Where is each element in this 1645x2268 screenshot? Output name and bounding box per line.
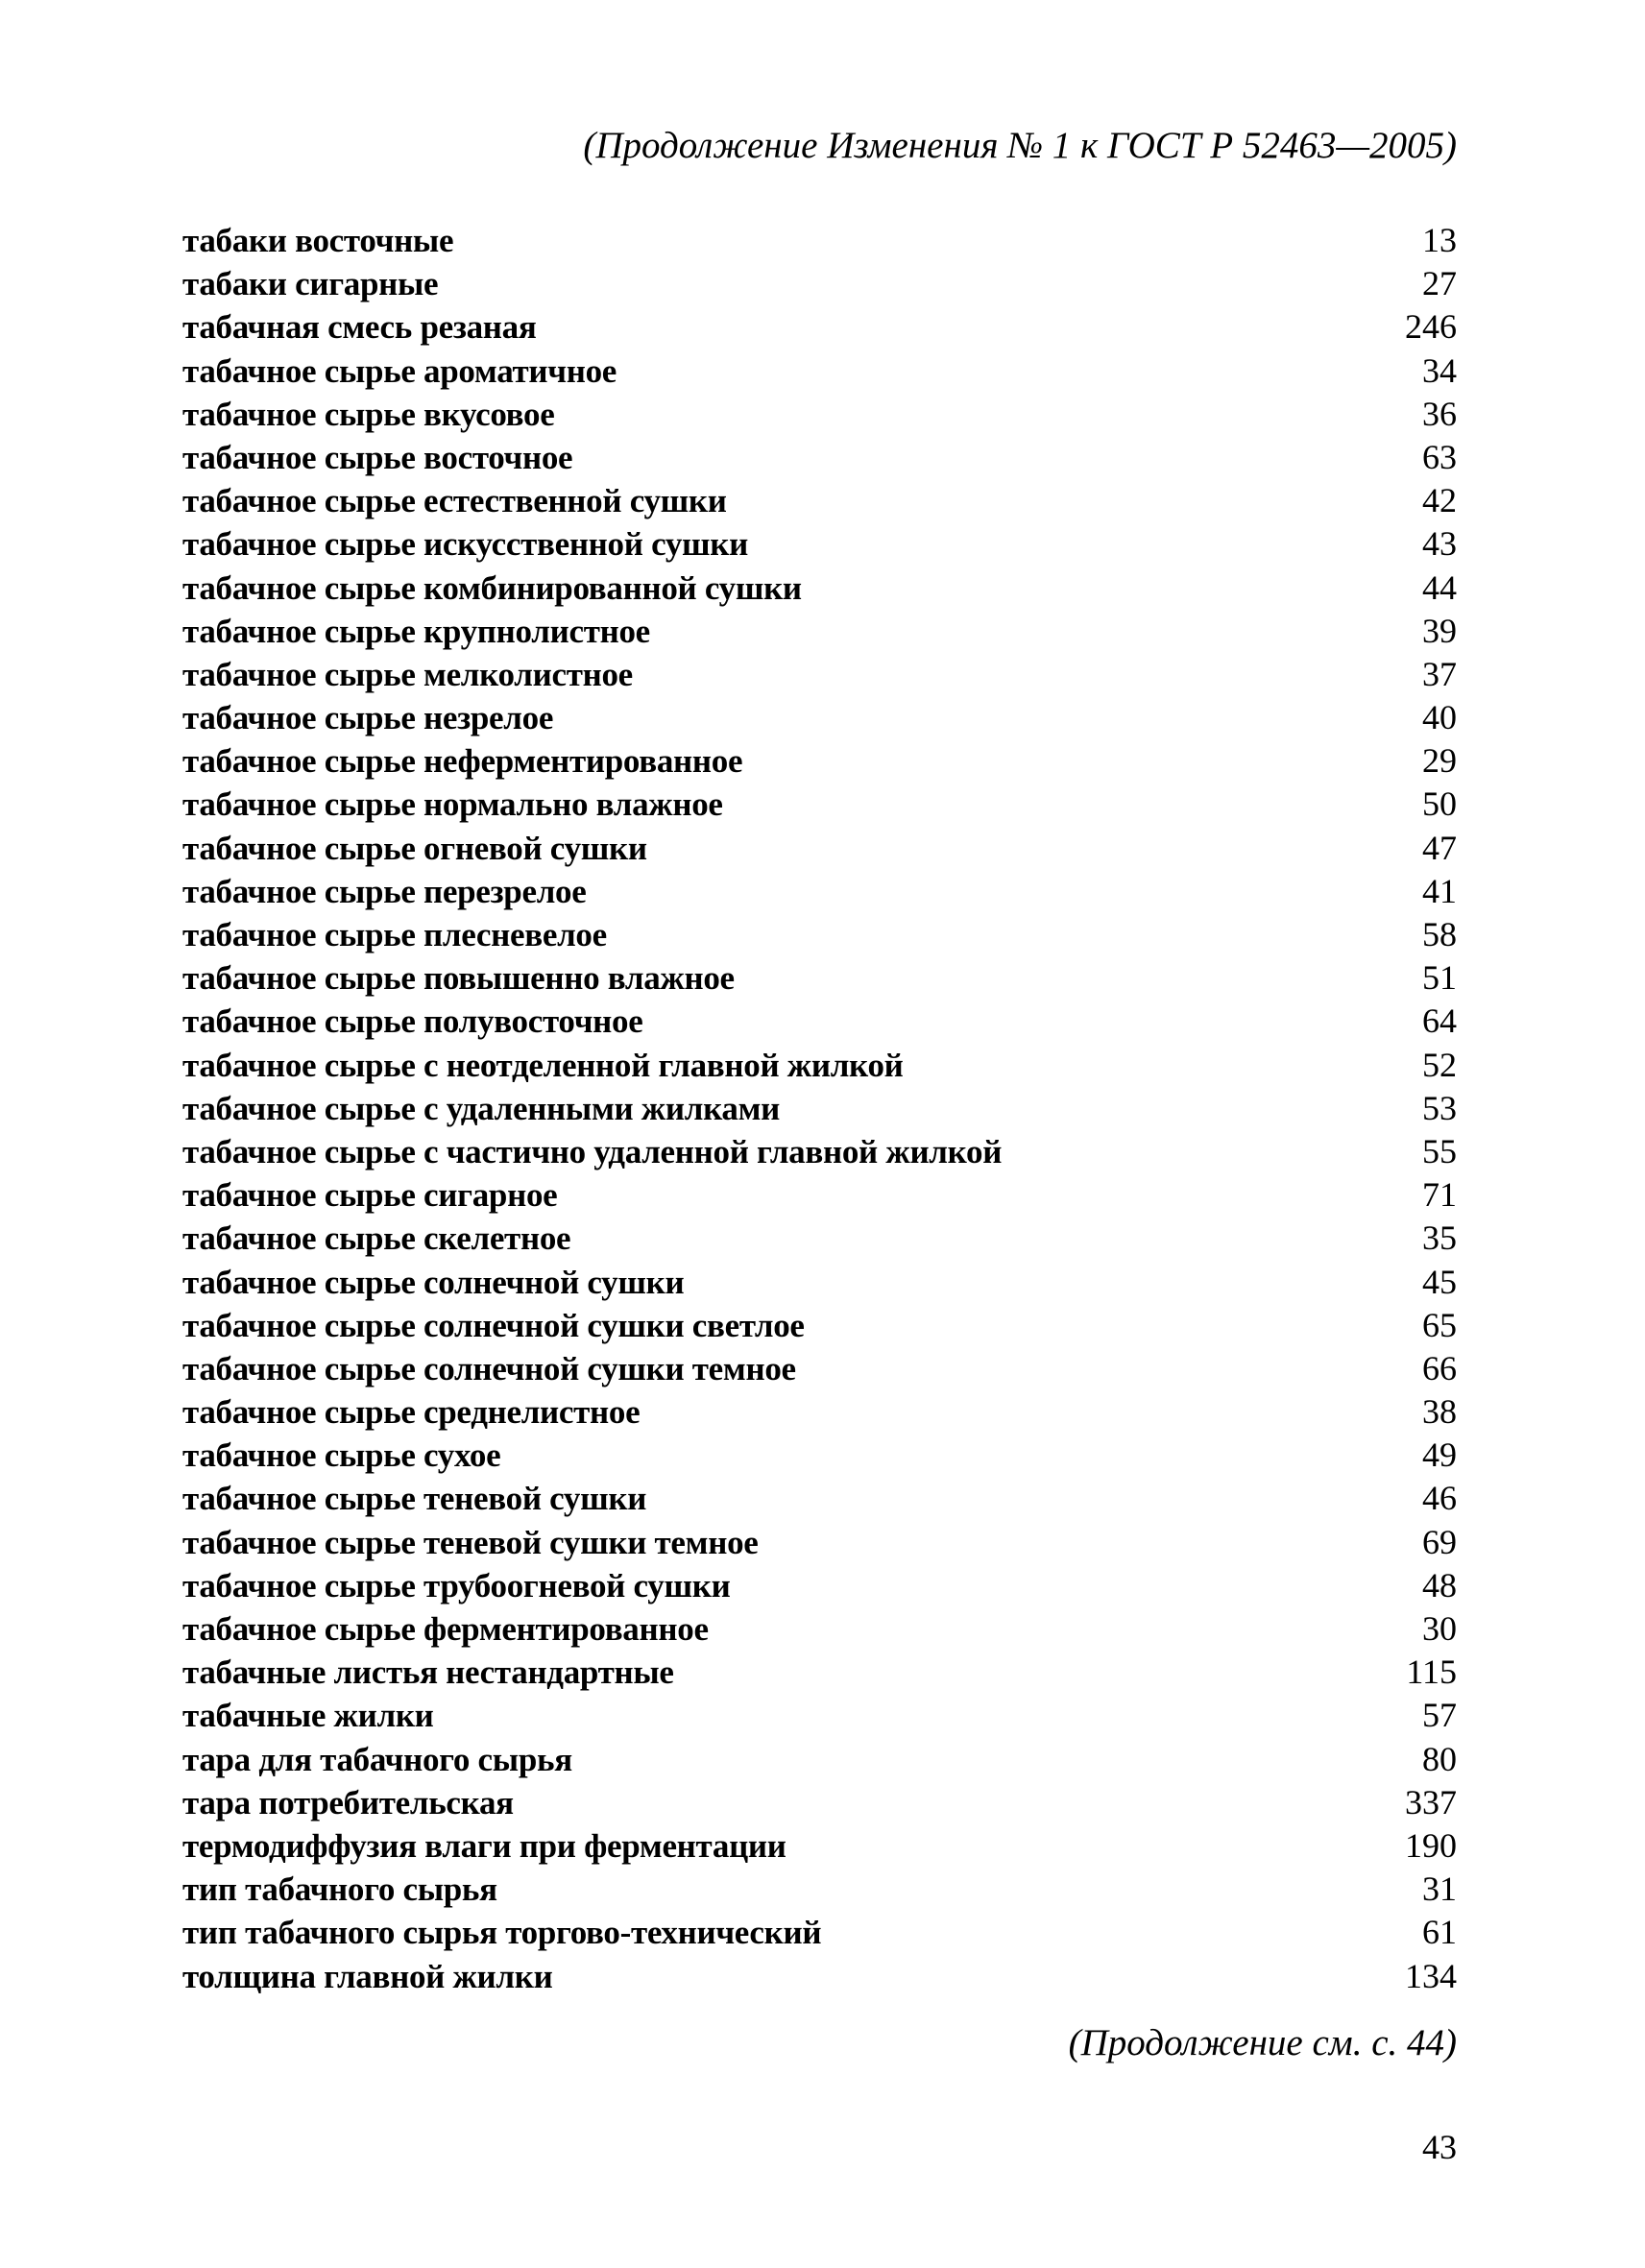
index-page-ref: 49 (1422, 1436, 1457, 1475)
index-entry (182, 1477, 1457, 1520)
index-term: табачное сырье с частично удаленной главной жилкой (182, 1132, 1003, 1170)
term-index-list (182, 219, 1457, 1998)
index-page-ref: 71 (1422, 1175, 1457, 1215)
index-entry (182, 1651, 1457, 1694)
index-entry (182, 870, 1457, 913)
index-page-ref: 337 (1405, 1782, 1457, 1822)
index-page-ref: 40 (1422, 698, 1457, 737)
index-page-ref: 246 (1405, 307, 1457, 347)
continuation-note: (Продолжение см. с. 44) (1068, 2022, 1457, 2063)
index-page-ref: 61 (1422, 1913, 1457, 1952)
index-entry (182, 219, 1457, 262)
index-page-ref: 31 (1422, 1870, 1457, 1909)
index-entry (182, 696, 1457, 739)
index-page-ref: 46 (1422, 1479, 1457, 1518)
index-entry (182, 913, 1457, 956)
index-entry (182, 1347, 1457, 1390)
index-page-ref: 43 (1422, 524, 1457, 564)
index-term: табачное сырье комбинированной сушки (182, 568, 802, 607)
index-entry (182, 653, 1457, 696)
index-entry (182, 1521, 1457, 1564)
index-entry (182, 522, 1457, 566)
index-page-ref: 57 (1422, 1696, 1457, 1735)
index-page-ref: 66 (1422, 1348, 1457, 1387)
index-term: табаки восточные (182, 222, 454, 259)
index-entry (182, 956, 1457, 1000)
index-term: табачное сырье солнечной сушки темное (182, 1349, 796, 1387)
index-term: табачное сырье крупнолистное (182, 612, 650, 650)
index-page-ref: 41 (1422, 871, 1457, 910)
index-term: табачное сырье полувосточное (182, 1002, 643, 1041)
index-page-ref: 44 (1422, 567, 1457, 607)
index-term: тип табачного сырья торгово-технический (182, 1914, 822, 1952)
index-page-ref: 30 (1422, 1609, 1457, 1648)
index-term: табачные листья нестандартные (182, 1653, 674, 1692)
index-entry (182, 1694, 1457, 1737)
index-entry (182, 783, 1457, 826)
index-page-ref: 48 (1422, 1565, 1457, 1604)
index-entry (182, 262, 1457, 305)
index-term: табачное сырье плесневелое (182, 916, 607, 953)
index-page-ref: 45 (1422, 1262, 1457, 1301)
index-entry (182, 1304, 1457, 1347)
index-term: табачное сырье восточное (182, 438, 573, 476)
index-entry (182, 350, 1457, 393)
index-page-ref: 134 (1405, 1956, 1457, 1995)
index-page-ref: 13 (1422, 221, 1457, 259)
index-term: табачное сырье солнечной сушки (182, 1263, 685, 1301)
index-entry (182, 1911, 1457, 1954)
index-page-ref: 53 (1422, 1088, 1457, 1127)
index-page-ref: 50 (1422, 784, 1457, 824)
index-entry (182, 1087, 1457, 1130)
index-entry (182, 827, 1457, 870)
index-page-ref: 58 (1422, 915, 1457, 953)
index-term: табачное сырье перезрелое (182, 872, 587, 910)
index-page-ref: 36 (1422, 394, 1457, 433)
index-page-ref: 55 (1422, 1131, 1457, 1170)
index-term: табачное сырье с удаленными жилками (182, 1089, 781, 1127)
index-entry (182, 1173, 1457, 1217)
index-entry (182, 739, 1457, 783)
index-entry (182, 1868, 1457, 1911)
index-term: тара потребительская (182, 1783, 514, 1822)
index-entry (182, 1390, 1457, 1434)
index-term: табачное сырье теневой сушки (182, 1480, 647, 1518)
index-term: табачная смесь резаная (182, 308, 537, 347)
index-entry (182, 567, 1457, 610)
index-page-ref: 29 (1422, 741, 1457, 781)
index-page-ref: 65 (1422, 1305, 1457, 1344)
index-term: табачное сырье неферментированное (182, 742, 743, 781)
index-page-ref: 47 (1422, 828, 1457, 867)
index-term: табачное сырье сухое (182, 1436, 501, 1475)
index-term: табачное сырье среднелистное (182, 1393, 641, 1432)
index-term: термодиффузия влаги при ферментации (182, 1826, 786, 1865)
index-page-ref: 39 (1422, 611, 1457, 650)
index-term: табачное сырье ароматичное (182, 351, 617, 390)
index-term: табачное сырье сигарное (182, 1176, 558, 1215)
index-term: табачное сырье естественной сушки (182, 482, 727, 520)
index-term: табачное сырье скелетное (182, 1219, 571, 1258)
index-entry (182, 1261, 1457, 1304)
index-entry (182, 1781, 1457, 1824)
index-entry (182, 1217, 1457, 1260)
index-term: табачное сырье огневой сушки (182, 829, 647, 867)
index-term: табачное сырье солнечной сушки светлое (182, 1306, 805, 1344)
index-term: табачное сырье повышенно влажное (182, 959, 735, 998)
index-page-ref: 38 (1422, 1392, 1457, 1432)
index-entry (182, 1564, 1457, 1607)
document-header: (Продолжение Изменения № 1 к ГОСТ Р 52463—2005) (583, 125, 1457, 166)
index-term: толщина главной жилки (182, 1957, 553, 1995)
index-page-ref: 80 (1422, 1739, 1457, 1778)
index-entry (182, 479, 1457, 522)
index-entry (182, 1824, 1457, 1868)
index-entry (182, 610, 1457, 653)
index-term: табачное сырье незрелое (182, 699, 554, 737)
index-term: тип табачного сырья (182, 1870, 497, 1909)
index-term: табачное сырье с неотделенной главной жилкой (182, 1046, 904, 1084)
index-page-ref: 52 (1422, 1045, 1457, 1084)
index-term: табачное сырье теневой сушки темное (182, 1523, 759, 1561)
index-entry (182, 1130, 1457, 1173)
index-entry (182, 393, 1457, 436)
index-entry (182, 1607, 1457, 1651)
index-page-ref: 35 (1422, 1218, 1457, 1258)
index-term: табачное сырье мелколистное (182, 655, 633, 693)
index-page-ref: 69 (1422, 1522, 1457, 1561)
index-term: тара для табачного сырья (182, 1740, 572, 1778)
index-entry (182, 1000, 1457, 1043)
index-term: табачное сырье нормально влажное (182, 785, 723, 824)
index-page-ref: 27 (1422, 264, 1457, 303)
index-entry (182, 1738, 1457, 1781)
index-entry (182, 1044, 1457, 1087)
index-term: табачные жилки (182, 1697, 434, 1735)
index-page-ref: 42 (1422, 481, 1457, 520)
index-page-ref: 63 (1422, 437, 1457, 476)
index-entry (182, 1434, 1457, 1477)
index-page-ref: 51 (1422, 958, 1457, 998)
index-entry (182, 1955, 1457, 1998)
index-page-ref: 190 (1405, 1825, 1457, 1865)
index-page-ref: 64 (1422, 1001, 1457, 1041)
index-term: табачное сырье искусственной сушки (182, 525, 749, 564)
index-page-ref: 37 (1422, 654, 1457, 693)
index-entry (182, 305, 1457, 349)
index-entry (182, 436, 1457, 479)
page-number: 43 (1422, 2128, 1457, 2166)
index-term: табачное сырье ферментированное (182, 1610, 709, 1648)
index-term: табачное сырье трубоогневой сушки (182, 1566, 731, 1604)
index-page-ref: 34 (1422, 350, 1457, 390)
index-term: табачное сырье вкусовое (182, 395, 555, 433)
index-page-ref: 115 (1406, 1653, 1457, 1692)
index-term: табаки сигарные (182, 265, 439, 303)
